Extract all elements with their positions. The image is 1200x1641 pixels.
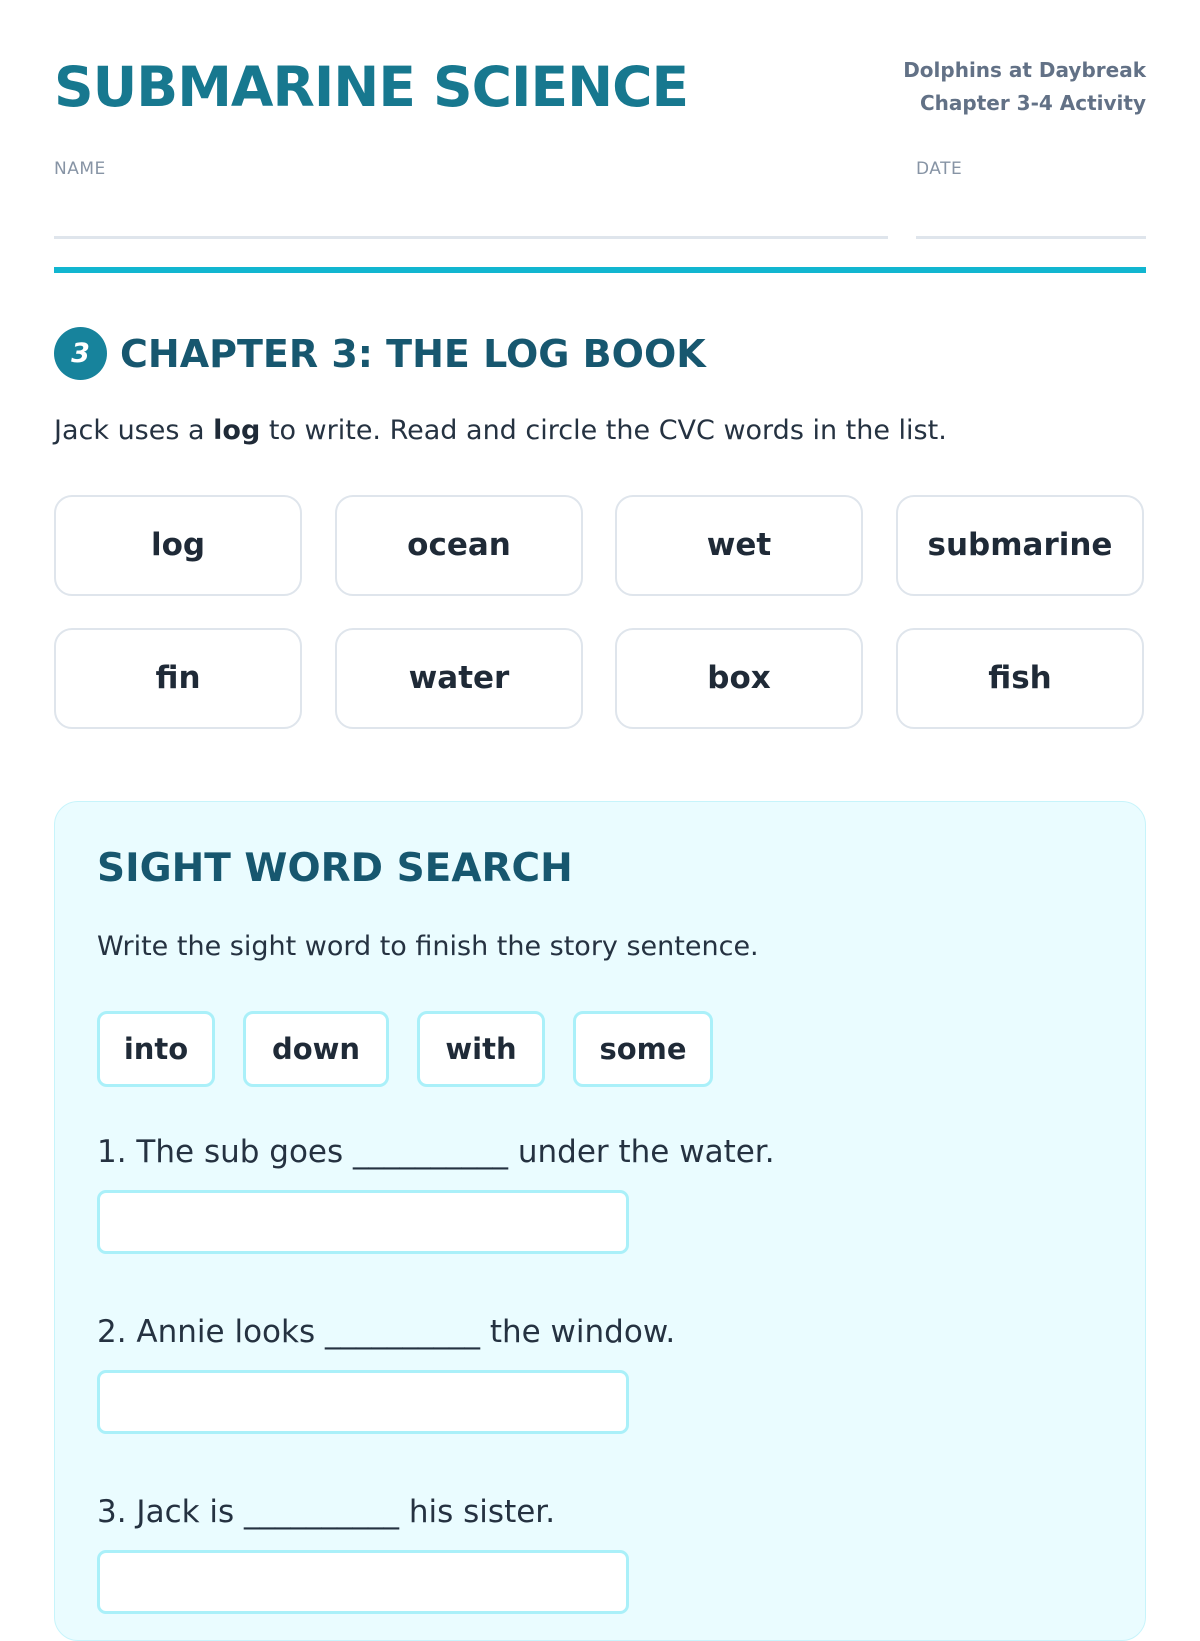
chapter-instruction xyxy=(54,413,947,449)
word-card[interactable]: submarine xyxy=(896,495,1144,596)
name-label: NAME xyxy=(54,159,106,179)
sight-word-panel xyxy=(54,801,1146,1641)
date-field[interactable] xyxy=(916,236,1146,239)
answer-input-1[interactable] xyxy=(97,1190,629,1254)
word-card[interactable]: fish xyxy=(896,628,1144,729)
word-bank-chip[interactable]: with xyxy=(417,1011,545,1087)
instruction-text-end: to write. Read and circle the CVC words in the list. xyxy=(260,415,947,446)
question-3: 3. Jack is __________ his sister. xyxy=(97,1494,556,1530)
header-divider xyxy=(54,267,1146,273)
book-title: Dolphins at Daybreak xyxy=(903,58,1146,82)
word-card[interactable]: water xyxy=(335,628,583,729)
word-card[interactable]: log xyxy=(54,495,302,596)
word-bank-chip[interactable]: some xyxy=(573,1011,713,1087)
question-1: 1. The sub goes __________ under the water. xyxy=(97,1134,775,1170)
word-card[interactable]: box xyxy=(615,628,863,729)
worksheet-meta xyxy=(903,54,1146,120)
date-label: DATE xyxy=(916,159,963,179)
instruction-text-start: Jack uses a xyxy=(54,415,214,446)
word-bank-chip[interactable]: down xyxy=(243,1011,389,1087)
instruction-bold-word: log xyxy=(213,415,261,446)
question-2: 2. Annie looks __________ the window. xyxy=(97,1314,676,1350)
word-card[interactable]: fin xyxy=(54,628,302,729)
word-bank-chip[interactable]: into xyxy=(97,1011,215,1087)
sight-word-instruction: Write the sight word to finish the story sentence. xyxy=(97,931,759,962)
sight-word-title: SIGHT WORD SEARCH xyxy=(97,846,573,891)
answer-input-2[interactable] xyxy=(97,1370,629,1434)
cvc-word-grid xyxy=(54,495,1146,733)
answer-input-3[interactable] xyxy=(97,1550,629,1614)
worksheet-page xyxy=(54,0,1146,1600)
chapter-heading xyxy=(54,327,1146,381)
chapter-title: CHAPTER 3: THE LOG BOOK xyxy=(120,332,706,376)
worksheet-header xyxy=(54,52,1146,122)
worksheet-title: SUBMARINE SCIENCE xyxy=(54,55,689,119)
chapter-number-badge: 3 xyxy=(54,327,107,380)
word-card[interactable]: ocean xyxy=(335,495,583,596)
activity-label: Chapter 3-4 Activity xyxy=(919,91,1146,115)
word-card[interactable]: wet xyxy=(615,495,863,596)
name-field[interactable] xyxy=(54,236,888,239)
